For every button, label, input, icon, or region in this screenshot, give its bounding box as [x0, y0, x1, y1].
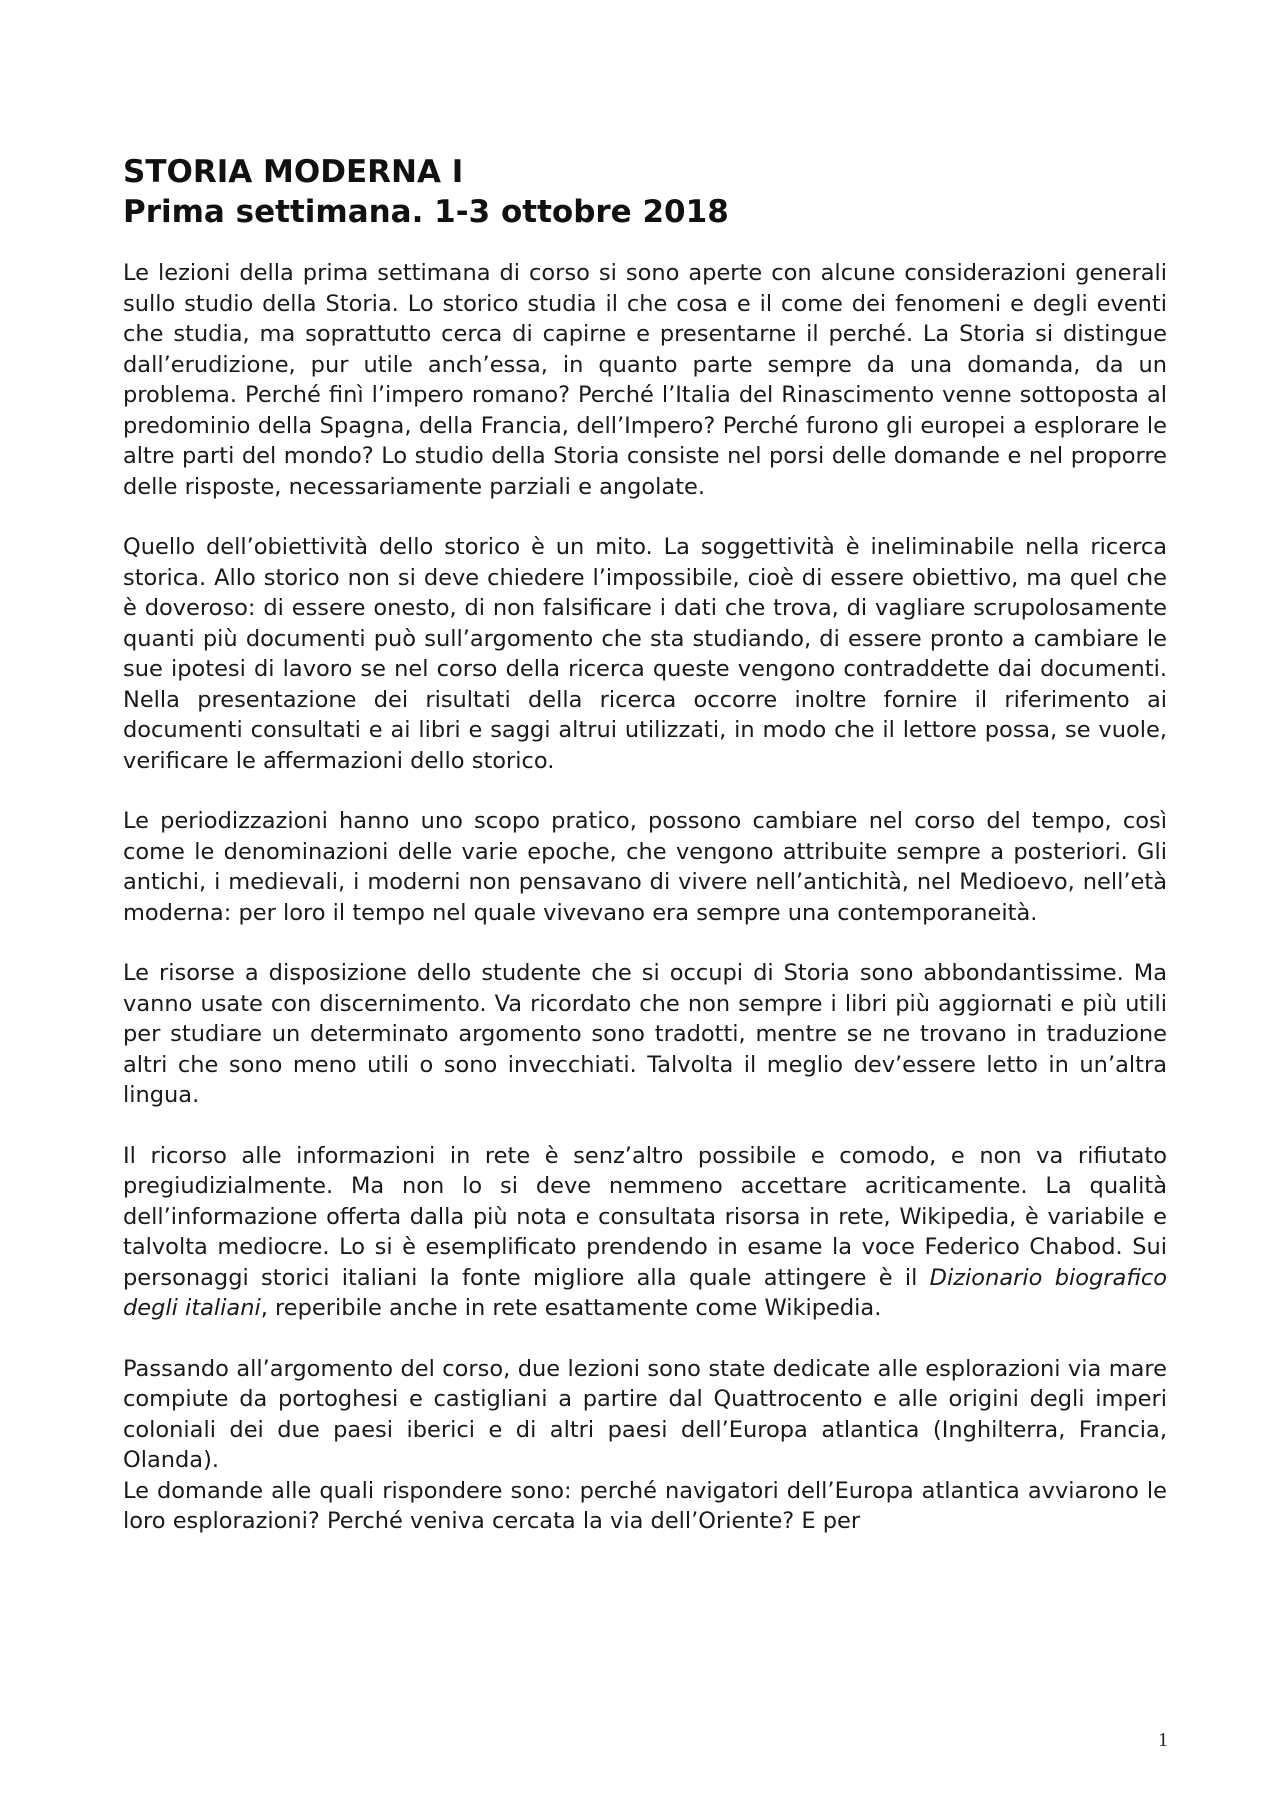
document-subtitle: Prima settimana. 1-3 ottobre 2018 — [123, 194, 729, 230]
paragraph-1: Le lezioni della prima settimana di corso si sono aperte con alcune considerazioni generali sullo studio della Storia. Lo storico studia il che cosa e il come dei fenomeni e degli eventi che studia, ma soprattutto cerca di capirne e presentarne il perché. La Storia si distingue dall’erudizione, pur utile anch’essa, in quanto parte sempre da una domanda, da un problema. Perché finì l’impero romano? Perché l’Italia del Rinascimento venne sottoposta al predominio della Spagna, della Francia, dell’Impero? Perché furono gli europei a esplorare le altre parti del mondo? Lo studio della Storia consiste nel porsi delle domande e nel proporre delle risposte, necessariamente parziali e angolate. — [123, 260, 1167, 500]
paragraph-4: Le risorse a disposizione dello studente che si occupi di Storia sono abbondantissime. Ma vanno usate con discernimento. Va ricordato che non sempre i libri più aggiornati e più utili per studiare un determinato argomento sono tradotti, mentre se ne trovano in traduzione altri che sono meno utili o sono invecchiati. Talvolta il meglio dev’essere letto in un’altra lingua. — [123, 960, 1167, 1108]
paragraph-5-italic-title: Dizionario biografico degli italiani — [123, 1264, 1167, 1321]
page-number: 1 — [1158, 1729, 1168, 1751]
paragraph-5 — [123, 1141, 1167, 1324]
paragraph-3: Le periodizzazioni hanno uno scopo pratico, possono cambiare nel corso del tempo, così come le denominazioni delle varie epoche, che vengono attribuite sempre a posteriori. Gli antichi, i medievali, i moderni non pensavano di vivere nell’antichità, nel Medioevo, nell’età moderna: per loro il tempo nel quale vivevano era sempre una contemporaneità. — [123, 808, 1167, 926]
document-page — [123, 152, 1167, 1537]
paragraph-2: Quello dell’obiettività dello storico è un mito. La soggettività è ineliminabile nella ricerca storica. Allo storico non si deve chiedere l’impossibile, cioè di essere obiettivo, ma quel che è doveroso: di essere onesto, di non falsificare i dati che trova, di vagliare scrupolosamente quanti più documenti può sull’argomento che sta studiando, di essere pronto a cambiare le sue ipotesi di lavoro se nel corso della ricerca queste vengono contraddette dai documenti. Nella presentazione dei risultati della ricerca occorre inoltre fornire il riferimento ai documenti consultati e ai libri e saggi altrui utilizzati, in modo che il lettore possa, se vuole, verificare le affermazioni dello storico. — [123, 534, 1167, 774]
document-title: STORIA MODERNA I — [123, 154, 464, 190]
title-block — [123, 152, 1167, 232]
paragraph-5-text-end: , reperibile anche in rete esattamente come Wikipedia. — [260, 1295, 882, 1321]
paragraph-5-text-start: Il ricorso alle informazioni in rete è senz’altro possibile e comodo, e non va rifiutato pregiudizialmente. Ma non lo si deve nemmeno accettare acriticamente. La qualità dell’informazione offerta dalla più nota e consultata risorsa in rete, Wikipedia, è variabile e talvolta mediocre. Lo si è esemplificato prendendo in esame la voce Federico Chabod. Sui personaggi storici italiani la fonte migliore alla quale attingere è il — [123, 1142, 1167, 1291]
paragraph-7: Le domande alle quali rispondere sono: perché navigatori dell’Europa atlantica avviarono le loro esplorazioni? Perché veniva cercata la via dell’Oriente? E per — [123, 1477, 1167, 1534]
paragraph-6: Passando all’argomento del corso, due lezioni sono state dedicate alle esplorazioni via mare compiute da portoghesi e castigliani a partire dal Quattrocento e alle origini degli imperi coloniali dei due paesi iberici e di altri paesi dell’Europa atlantica (Inghilterra, Francia, Olanda). — [123, 1355, 1167, 1473]
